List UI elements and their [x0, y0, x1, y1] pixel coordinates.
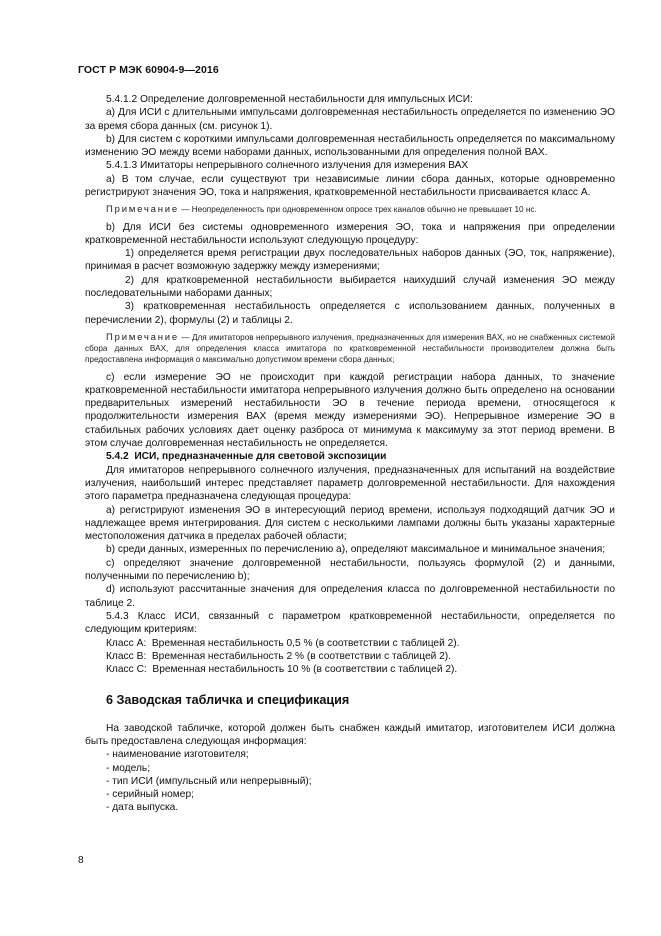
- list-item: - наименование изготовителя;: [106, 749, 249, 761]
- paragraph-5413-b-2: 2) для кратковременной нестабильности выбирается наихудший случай изменения ЭО между последовательными наборами данных;: [85, 274, 615, 300]
- class-c-line: [85, 663, 615, 676]
- section-6-list: [85, 748, 615, 814]
- class-a-line: [85, 637, 615, 650]
- paragraph-542-a: a) регистрируют изменения ЭО в интересующий период времени, используя подходящий датчик ЭО и надлежащее время интегрирования. Для систем с несколькими лампами должны быть указаны характерные местоположения датчика в пределах рабочей области;: [85, 504, 615, 543]
- class-a-text: Временная нестабильность 0,5 % (в соответствии с таблицей 2).: [151, 637, 460, 649]
- paragraph-5413-b-3: 3) кратковременная нестабильность определяется с использованием данных, полученных в перечислении 2), формулы (2) и таблицы 2.: [85, 301, 615, 326]
- section-6-heading: 6 Заводская табличка и спецификация: [106, 693, 350, 708]
- class-b-text: Временная нестабильность 2 % (в соответствии с таблицей 2).: [151, 650, 452, 662]
- list-item: - модель;: [106, 762, 151, 774]
- paragraph-543: 5.4.3 Класс ИСИ, связанный с параметром кратковременной нестабильности, определяется по следующим критериям:: [85, 610, 615, 636]
- paragraph-542-intro: Для имитаторов непрерывного солнечного излучения, предназначенных для испытаний на воздействие излучения, наибольший интерес представляет параметр долговременной нестабильности. Для нахождения этого параметра предназначена следующая процедура:: [85, 464, 615, 503]
- class-a-name: Класс A:: [106, 637, 147, 649]
- note-1-text: — Неопределенность при одновременном опросе трех каналов обычно не превышает 10 нс.: [179, 205, 537, 215]
- subsection-542-heading: [85, 450, 615, 463]
- subsection-542-number: 5.4.2: [106, 451, 129, 463]
- paragraph-5412: 5.4.1.2 Определение долговременной нестабильности для импульсных ИСИ:: [106, 94, 473, 105]
- document-body: [85, 93, 615, 815]
- paragraph-542-c: c) определяют значение долговременной нестабильности, пользуясь формулой (2) и данными, полученными по перечислению b);: [85, 557, 615, 583]
- class-b-line: [85, 650, 615, 663]
- paragraph-5413-b: b) Для ИСИ без системы одновременного измерения ЭО, тока и напряжения при определении кратковременной нестабильности используют следующую процедуру:: [85, 221, 615, 246]
- list-item: - дата выпуска.: [106, 802, 179, 814]
- paragraph-5413-c: c) если измерение ЭО не происходит при каждой регистрации набора данных, то значение кратковременной нестабильности имитатора непрерывного излучения должно быть определено на основании предварительных измерений нестабильности ЭО в течение периода времени, относящегося к продолжительности измерения ВАХ (время между измерениями ЭО). Непрерывное измерение ЭО в стабильных рабочих условиях дает оценку разброса от минимума к максимуму за этот период времени. В этом случае долговременная нестабильность не определяется.: [85, 371, 615, 450]
- class-b-name: Класс B:: [106, 650, 147, 662]
- paragraph-5413-a: a) В том случае, если существуют три независимые линии сбора данных, которые одновременно регистрируют значения ЭО, тока и напряжения, кратковременной нестабильности присваивается класс А.: [85, 173, 615, 199]
- paragraph-5413-b-1: 1) определяется время регистрации двух последовательных наборов данных (ЭО, ток, напряжение), принимая в расчет возможную задержку между измерениями;: [85, 248, 615, 273]
- paragraph-5412-a: a) Для ИСИ с длительными импульсами долговременная нестабильность определяется по изменению ЭО за время сбора данных (см. рисунок 1).: [85, 107, 615, 132]
- note-1-label: Примечание: [106, 204, 179, 216]
- document-header: ГОСТ Р МЭК 60904-9—2016: [78, 64, 219, 76]
- note-1: [85, 204, 615, 215]
- list-item: - серийный номер;: [106, 789, 194, 801]
- paragraph-5412-b: b) Для систем с короткими импульсами долговременная нестабильность определяется по максимальному изменению ЭО между всеми наборами данных, использованными для определения полной ВАХ.: [85, 133, 615, 159]
- paragraph-542-d: d) используют рассчитанные значения для определения класса по долговременной нестабильности по таблице 2.: [85, 584, 615, 609]
- paragraph-542-b: b) среди данных, измеренных по перечислению a), определяют максимальное и минимальное значения;: [106, 544, 606, 556]
- class-c-text: Временная нестабильность 10 % (в соответствии с таблицей 2).: [152, 664, 458, 676]
- note-2-label: Примечание: [106, 331, 179, 343]
- page-number: 8: [78, 855, 84, 866]
- list-item: - тип ИСИ (импульсный или непрерывный);: [106, 775, 312, 787]
- class-c-name: Класс C:: [106, 664, 147, 676]
- note-2: [85, 332, 615, 366]
- paragraph-5413: 5.4.1.3 Имитаторы непрерывного солнечного излучения для измерения ВАХ: [106, 160, 469, 172]
- section-6-intro: На заводской табличке, которой должен быть снабжен каждый имитатор, изготовителем ИСИ должна быть предоставлена следующая информация:: [85, 722, 615, 747]
- subsection-542-title: ИСИ, предназначенные для световой экспозиции: [134, 451, 387, 463]
- note-2-text: — Для имитаторов непрерывного излучения, предназначенных для измерения ВАХ, но не снабженных системой сбора данных ВАХ, для определения класса имитатора по кратковременной нестабильности производителем должна быть предоставлена информация о максимально допустимом времени сбора данных;: [85, 332, 615, 365]
